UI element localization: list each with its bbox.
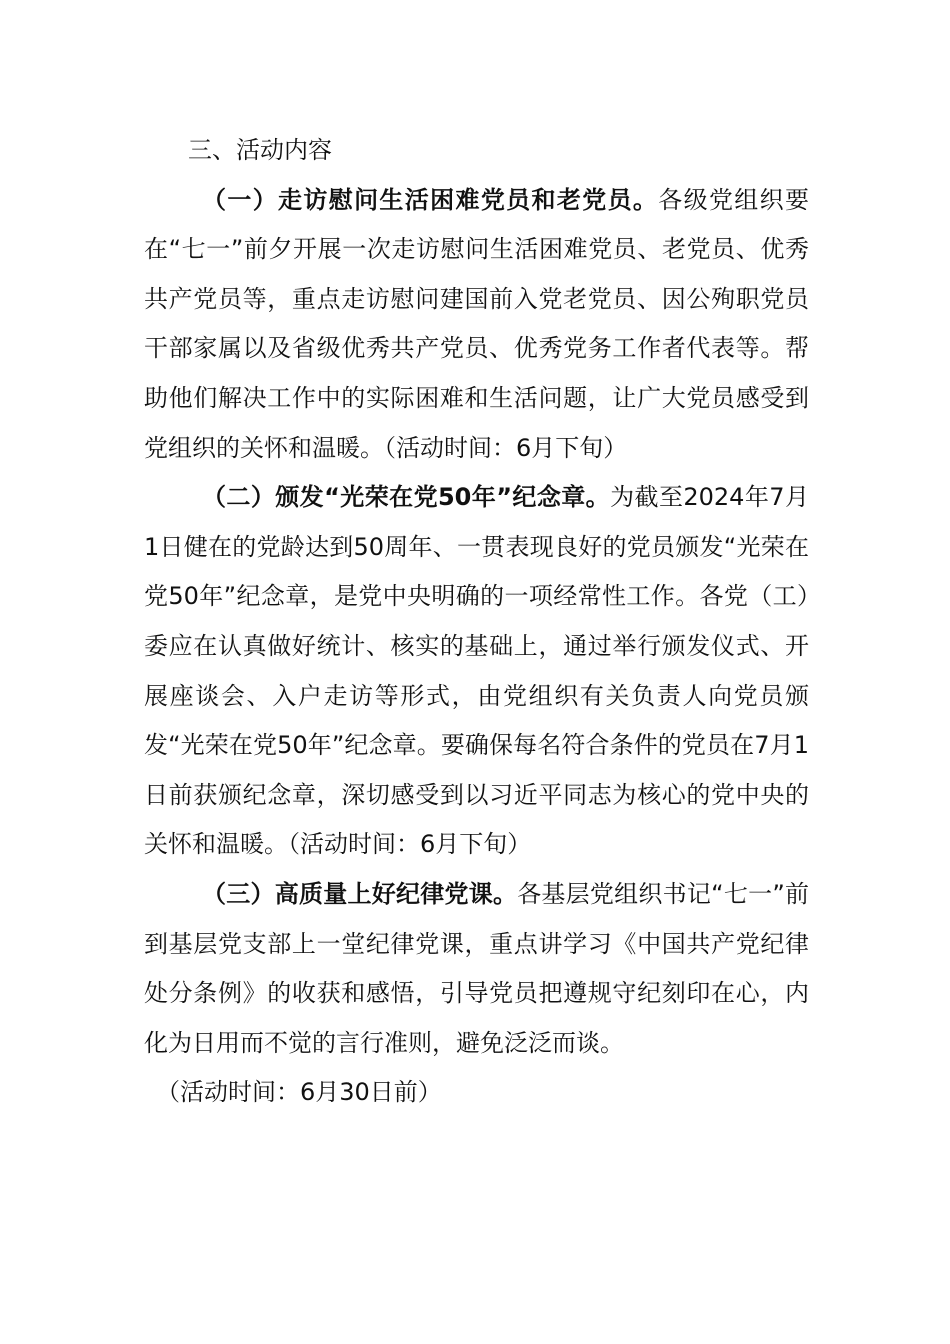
item-3-time-note: （活动时间：6月30日前） <box>156 1078 442 1107</box>
section-heading: 三、活动内容 <box>188 136 332 164</box>
item-2-paragraph <box>144 473 809 870</box>
item-1-body: 各级党组织要在“七一”前夕开展一次走访慰问生活困难党员、老党员、优秀共产党员等，重点走访慰问建国前入党老党员、因公殉职党员干部家属以及省级优秀共产党员、优秀党务工作者代表等。帮助他们解决工作中的实际困难和生活问题，让广大党员感受到党组织的关怀和温暖。（活动时间：6月下旬） <box>144 185 810 462</box>
item-3-body: 各基层党组织书记“七一”前到基层党支部上一堂纪律党课，重点讲学习《中国共产党纪律处分条例》的收获和感悟，引导党员把遵规守纪刻印在心，内化为日用而不觉的言行准则，避免泛泛而谈。 <box>144 879 809 1057</box>
item-1-lead: （一）走访慰问生活困难党员和老党员。 <box>202 185 659 214</box>
item-1-paragraph <box>144 176 809 474</box>
item-2-body: 为截至2024年7月1日健在的党龄达到50周年、一贯表现良好的党员颁发“光荣在党50年”纪念章，是党中央明确的一项经常性工作。各党（工）委应在认真做好统计、核实的基础上，通过举行颁发仪式、开展座谈会、入户走访等形式，由党组织有关负责人向党员颁发“光荣在党50年”纪念章。要确保每名符合条件的党员在7月1日前获颁纪念章，深切感受到以习近平同志为核心的党中央的关怀和温暖。（活动时间：6月下旬） <box>144 483 809 859</box>
item-3-lead: （三）高质量上好纪律党课。 <box>202 879 518 908</box>
item-3-paragraph <box>144 870 809 1068</box>
item-2-lead: （二）颁发“光荣在党50年”纪念章。 <box>202 483 611 512</box>
document-content <box>144 126 809 1118</box>
